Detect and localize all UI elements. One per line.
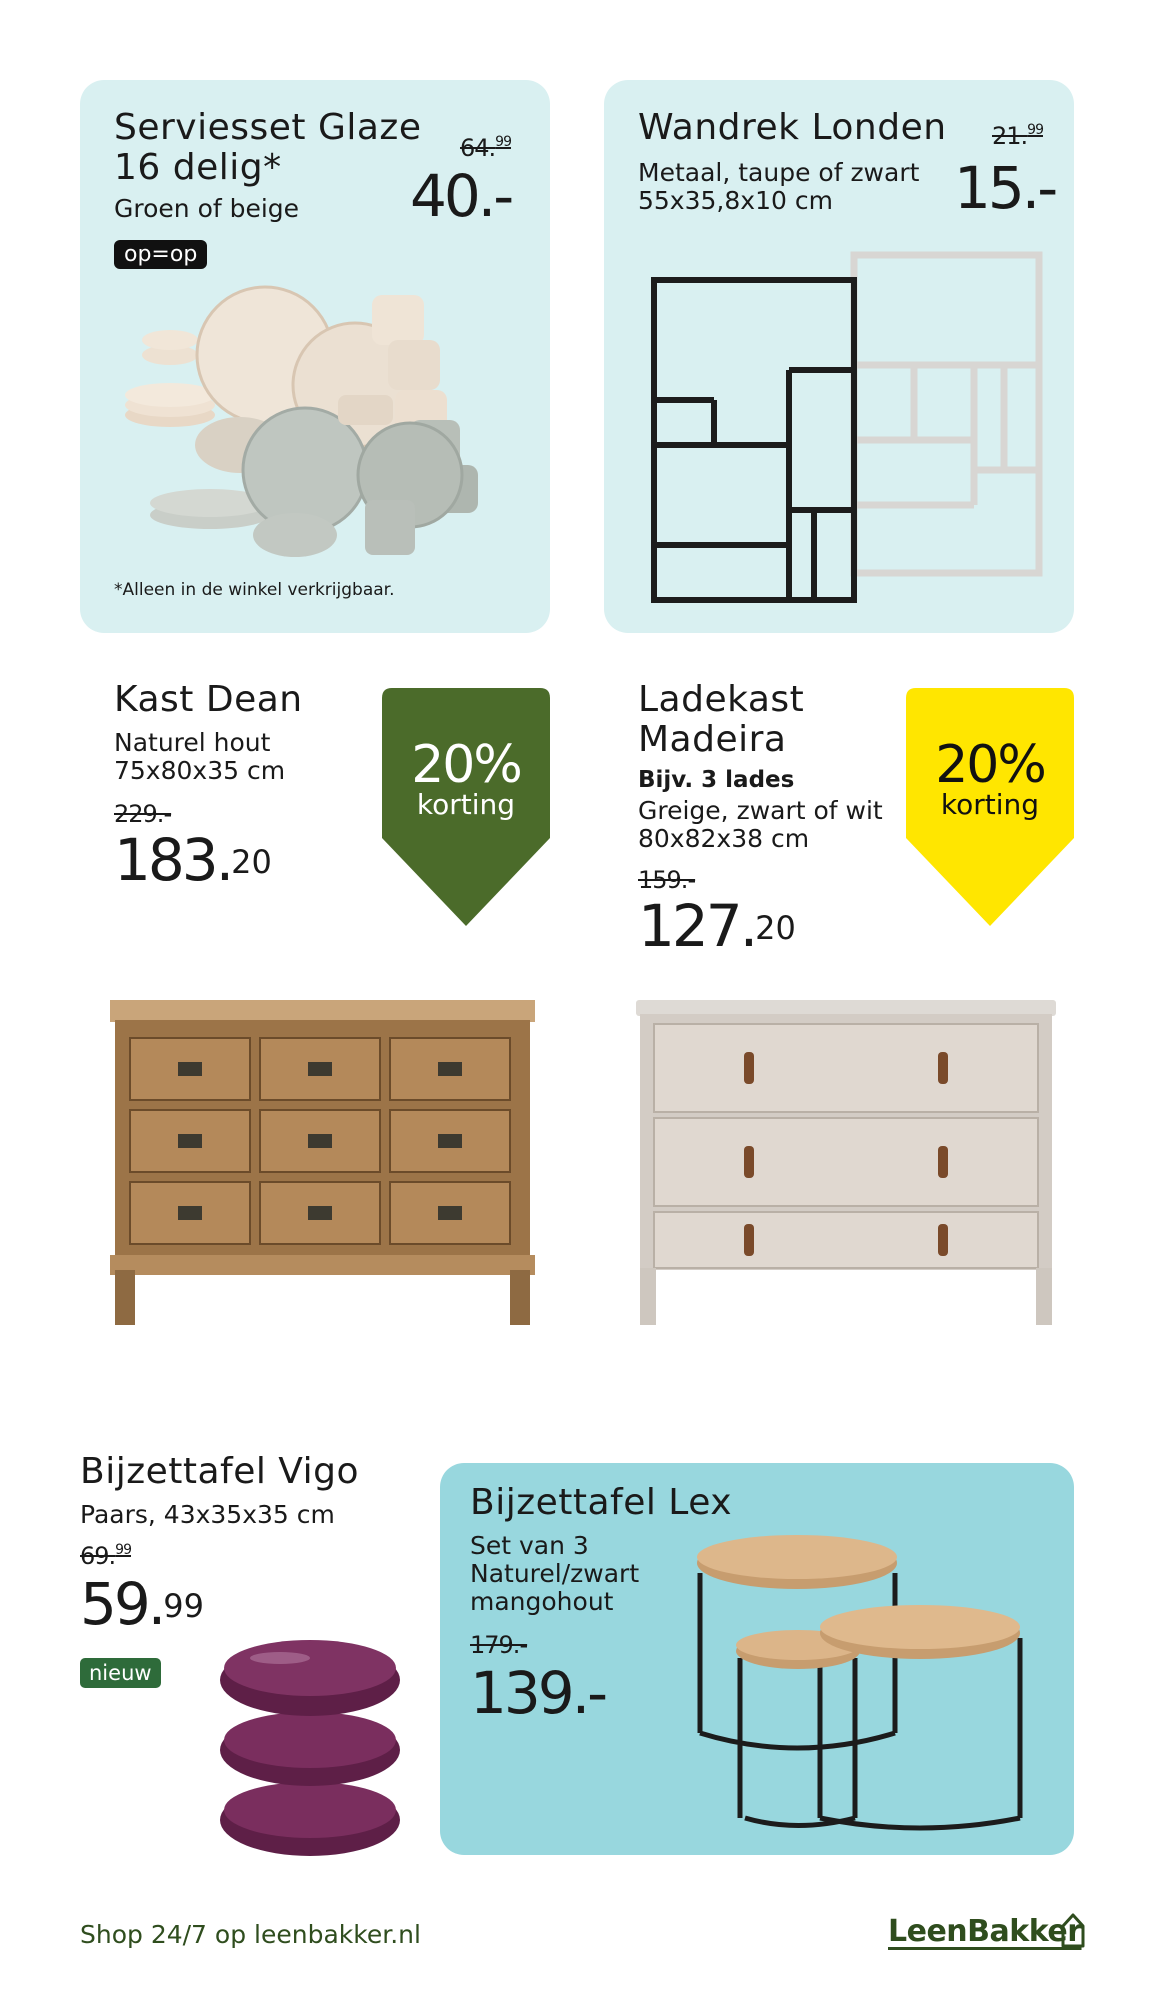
old-price: 159.- bbox=[638, 866, 696, 894]
op-op-badge: op=op bbox=[114, 240, 207, 269]
card-serviesset[interactable] bbox=[80, 80, 550, 633]
old-price: 64.99 bbox=[460, 134, 511, 162]
price: 139.- bbox=[470, 1659, 606, 1727]
old-price: 69.99 bbox=[80, 1542, 131, 1570]
leenbakker-logo: LeenBakker bbox=[888, 1914, 1082, 1949]
price: 59.99 bbox=[80, 1570, 204, 1638]
discount-label: korting bbox=[940, 788, 1040, 821]
product-title: Serviesset Glaze bbox=[114, 107, 422, 148]
product-variant: Bijv. 3 lades bbox=[638, 767, 795, 793]
card-wandrek[interactable] bbox=[604, 80, 1074, 633]
product-subtitle: Groen of beige bbox=[114, 194, 300, 223]
availability-note: *Alleen in de winkel verkrijgbaar. bbox=[114, 580, 395, 600]
product-subtitle: Set van 3 bbox=[470, 1531, 589, 1560]
product-subtitle: Greige, zwart of wit bbox=[638, 796, 883, 825]
house-icon bbox=[1060, 1912, 1086, 1948]
nesting-tables-image bbox=[680, 1533, 1060, 1833]
side-table-image bbox=[210, 1620, 410, 1860]
product-subtitle: Paars, 43x35x35 cm bbox=[80, 1500, 335, 1529]
discount-percent: 20% bbox=[935, 735, 1045, 795]
product-title: Wandrek Londen bbox=[638, 107, 947, 148]
discount-label: korting bbox=[416, 788, 516, 821]
price: 40.- bbox=[410, 162, 512, 230]
price: 127.20 bbox=[638, 892, 796, 960]
product-dimensions: 80x82x38 cm bbox=[638, 824, 810, 853]
wall-shelf-image bbox=[644, 245, 1054, 610]
old-price: 179.- bbox=[470, 1631, 528, 1659]
discount-percent: 20% bbox=[411, 735, 521, 795]
product-title: Bijzettafel Lex bbox=[470, 1482, 733, 1523]
card-lex[interactable] bbox=[440, 1463, 1074, 1855]
product-vigo[interactable] bbox=[80, 1440, 440, 1860]
product-dimensions: 55x35,8x10 cm bbox=[638, 186, 833, 215]
product-kast-dean[interactable] bbox=[80, 660, 580, 1360]
product-title: Ladekast bbox=[638, 679, 805, 720]
product-title-line2: Madeira bbox=[638, 719, 787, 760]
product-subtitle: Metaal, taupe of zwart bbox=[638, 158, 920, 187]
cabinet-image bbox=[110, 1000, 535, 1325]
old-price: 21.99 bbox=[992, 122, 1043, 150]
dinnerware-image bbox=[110, 285, 530, 570]
product-material: mangohout bbox=[470, 1587, 614, 1616]
product-title-line2: 16 delig* bbox=[114, 147, 282, 188]
price: 183.20 bbox=[114, 826, 272, 894]
dresser-image bbox=[636, 1000, 1056, 1325]
product-dimensions: 75x80x35 cm bbox=[114, 756, 286, 785]
shop-online-text[interactable]: Shop 24/7 op leenbakker.nl bbox=[80, 1920, 421, 1949]
price: 15.- bbox=[954, 154, 1056, 222]
product-subtitle: Naturel hout bbox=[114, 728, 271, 757]
old-price: 229.- bbox=[114, 800, 172, 828]
new-badge: nieuw bbox=[80, 1658, 161, 1688]
product-ladekast[interactable] bbox=[604, 660, 1104, 1360]
product-color: Naturel/zwart bbox=[470, 1559, 640, 1588]
product-title: Kast Dean bbox=[114, 679, 303, 720]
product-title: Bijzettafel Vigo bbox=[80, 1451, 360, 1492]
